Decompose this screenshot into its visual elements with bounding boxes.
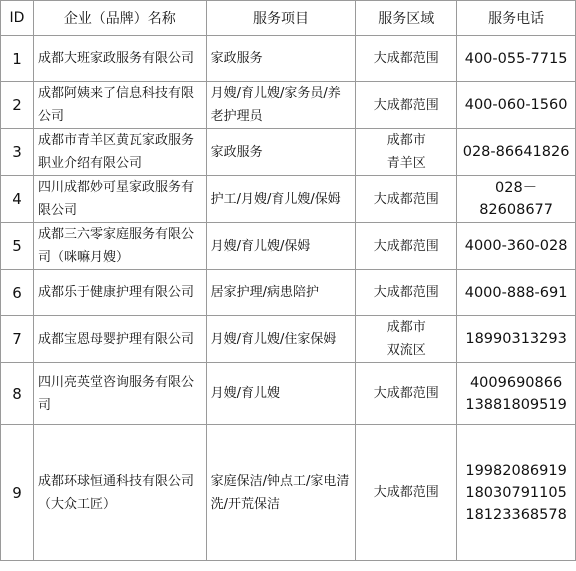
header-service: 服务项目 <box>206 1 356 36</box>
company-name-cell: 成都环球恒通科技有限公司（大众工匠） <box>33 425 206 561</box>
service-area-cell: 大成都范围 <box>356 425 457 561</box>
company-name-cell: 成都大班家政服务有限公司 <box>33 36 206 82</box>
row-id-cell: 8 <box>1 363 34 425</box>
row-id-cell: 1 <box>1 36 34 82</box>
header-id: ID <box>1 1 34 36</box>
service-items-cell: 月嫂/育儿嫂 <box>206 363 356 425</box>
company-name-cell: 成都阿姨来了信息科技有限公司 <box>33 82 206 129</box>
phone-number[interactable]: 18123368578 <box>465 506 567 523</box>
phone-number[interactable]: 4000-888-691 <box>464 284 568 301</box>
phone-cell <box>457 82 576 129</box>
table-body <box>1 36 576 561</box>
company-name-cell: 成都宝恩母婴护理有限公司 <box>33 316 206 363</box>
service-items-cell: 月嫂/育儿嫂/住家保姆 <box>206 316 356 363</box>
table-row <box>1 363 576 425</box>
table-row <box>1 129 576 176</box>
service-area-cell: 成都市 双流区 <box>356 316 457 363</box>
service-items-cell: 家庭保洁/钟点工/家电清洗/开荒保洁 <box>206 425 356 561</box>
phone-number[interactable]: 18990313293 <box>465 331 567 347</box>
service-items-cell: 月嫂/育儿嫂/保姆 <box>206 223 356 270</box>
company-name-cell: 四川成都妙可星家政服务有限公司 <box>33 176 206 223</box>
service-area-cell: 大成都范围 <box>356 363 457 425</box>
company-name-cell: 成都乐于健康护理有限公司 <box>33 270 206 316</box>
service-items-cell: 护工/月嫂/育儿嫂/保姆 <box>206 176 356 223</box>
row-id-cell: 4 <box>1 176 34 223</box>
phone-number[interactable]: 13881809519 <box>465 396 567 413</box>
row-id-cell: 3 <box>1 129 34 176</box>
phone-number[interactable]: 400-060-1560 <box>464 97 568 113</box>
table-row <box>1 270 576 316</box>
phone-cell <box>457 129 576 176</box>
phone-cell <box>457 363 576 425</box>
header-row <box>1 1 576 36</box>
phone-number[interactable]: 4000-360-028 <box>464 238 568 254</box>
phone-number[interactable]: 028－ 82608677 <box>479 180 553 218</box>
service-area-cell: 大成都范围 <box>356 82 457 129</box>
phone-cell <box>457 316 576 363</box>
service-area-cell: 成都市 青羊区 <box>356 129 457 176</box>
phone-cell <box>457 36 576 82</box>
phone-number[interactable]: 4009690866 <box>469 374 563 391</box>
service-items-cell: 居家护理/病患陪护 <box>206 270 356 316</box>
company-name-cell: 成都市青羊区黄瓦家政服务职业介绍有限公司 <box>33 129 206 176</box>
phone-cell <box>457 270 576 316</box>
company-name-cell: 成都三六零家庭服务有限公司（咪嘛月嫂） <box>33 223 206 270</box>
table-row <box>1 176 576 223</box>
table-row <box>1 316 576 363</box>
phone-number[interactable]: 19982086919 <box>465 462 567 479</box>
table-row <box>1 36 576 82</box>
header-company: 企业（品牌）名称 <box>33 1 206 36</box>
table-row <box>1 425 576 561</box>
header-phone: 服务电话 <box>457 1 576 36</box>
phone-number[interactable]: 028-86641826 <box>462 144 570 160</box>
phone-number[interactable]: 400-055-7715 <box>464 50 568 67</box>
table-row <box>1 82 576 129</box>
phone-cell <box>457 425 576 561</box>
table-row <box>1 223 576 270</box>
service-items-cell: 家政服务 <box>206 129 356 176</box>
company-name-cell: 四川亮英堂咨询服务有限公司 <box>33 363 206 425</box>
service-area-cell: 大成都范围 <box>356 36 457 82</box>
header-area: 服务区域 <box>356 1 457 36</box>
service-items-cell: 月嫂/育儿嫂/家务员/养老护理员 <box>206 82 356 129</box>
phone-cell <box>457 176 576 223</box>
row-id-cell: 5 <box>1 223 34 270</box>
phone-cell <box>457 223 576 270</box>
phone-number[interactable]: 18030791105 <box>465 484 567 501</box>
service-area-cell: 大成都范围 <box>356 223 457 270</box>
row-id-cell: 9 <box>1 425 34 561</box>
service-area-cell: 大成都范围 <box>356 176 457 223</box>
row-id-cell: 7 <box>1 316 34 363</box>
row-id-cell: 2 <box>1 82 34 129</box>
service-area-cell: 大成都范围 <box>356 270 457 316</box>
service-items-cell: 家政服务 <box>206 36 356 82</box>
row-id-cell: 6 <box>1 270 34 316</box>
